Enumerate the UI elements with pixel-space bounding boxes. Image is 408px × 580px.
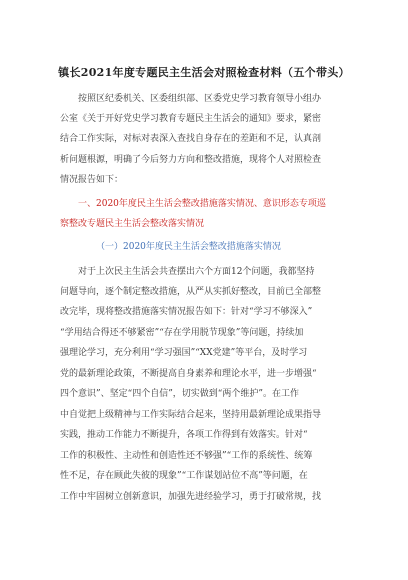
subsection-heading: （一）2020年度民主生活会整改措施落实情况 [96, 242, 281, 252]
intro-line-3: 结合工作实际，对标对表深入查找自身存在的差距和不足，认真剖 [60, 134, 322, 144]
intro-line-1: 按照区纪委机关、区委组织部、区委党史学习教育领导小组办 [78, 94, 322, 104]
body-line-9: 实践，推动工作能力不断提升，各项工作得到有效落实。针对“ [60, 430, 308, 440]
body-line-11: 性不足，存在顾此失彼的现象”“工作谋划站位不高”等问题，在 [60, 471, 308, 481]
body-line-1: 对于上次民主生活会共查摆出六个方面12个问题，我都坚持 [78, 267, 315, 277]
intro-line-5: 情况报告如下： [60, 175, 124, 185]
intro-line-4: 析问题根源，明确了今后努力方向和整改措施，现将个人对照检查 [60, 155, 322, 165]
body-line-12: 工作中牢固树立创新意识，加强先进经验学习，勇于打破常规，找 [60, 492, 322, 502]
section-heading-1: 一、2020年度民主生活会整改措施落实情况、意识形态专项巡 [78, 199, 326, 209]
body-line-3: 改完毕，现将整改措施落实情况报告如下：针对“学习不够深入” [60, 307, 313, 317]
body-line-6: 党的最新理论政策，不断提高自身素养和理论水平，进一步增强“ [60, 369, 317, 379]
body-line-8: 中自觉把上级精神与工作实际结合起来，坚持用最新理论成果指导 [60, 410, 322, 420]
section-heading-1-cont: 察整改专题民主生活会整改落实情况 [60, 219, 205, 229]
body-line-5: 强理论学习，充分利用“学习强国”“XX党建”等平台，及时学习 [60, 348, 308, 358]
body-line-4: “学用结合得还不够紧密”“存在学用脱节现象”等问题，持续加 [60, 328, 304, 338]
document-title: 镇长2021年度专题民主生活会对照检查材料（五个带头） [58, 66, 350, 79]
intro-line-2: 公室《关于开好党史学习教育专题民主生活会的通知》要求，紧密 [60, 114, 322, 124]
body-line-10: 工作的积极性、主动性和创造性还不够强”“工作的系统性、统筹 [60, 451, 313, 461]
body-line-7: 四个意识”、坚定“四个自信”，切实做到“两个维护”。在工作 [60, 389, 300, 399]
body-line-2: 问题导向，逐个制定整改措施，从严从实抓好整改，目前已全部整 [60, 287, 322, 297]
